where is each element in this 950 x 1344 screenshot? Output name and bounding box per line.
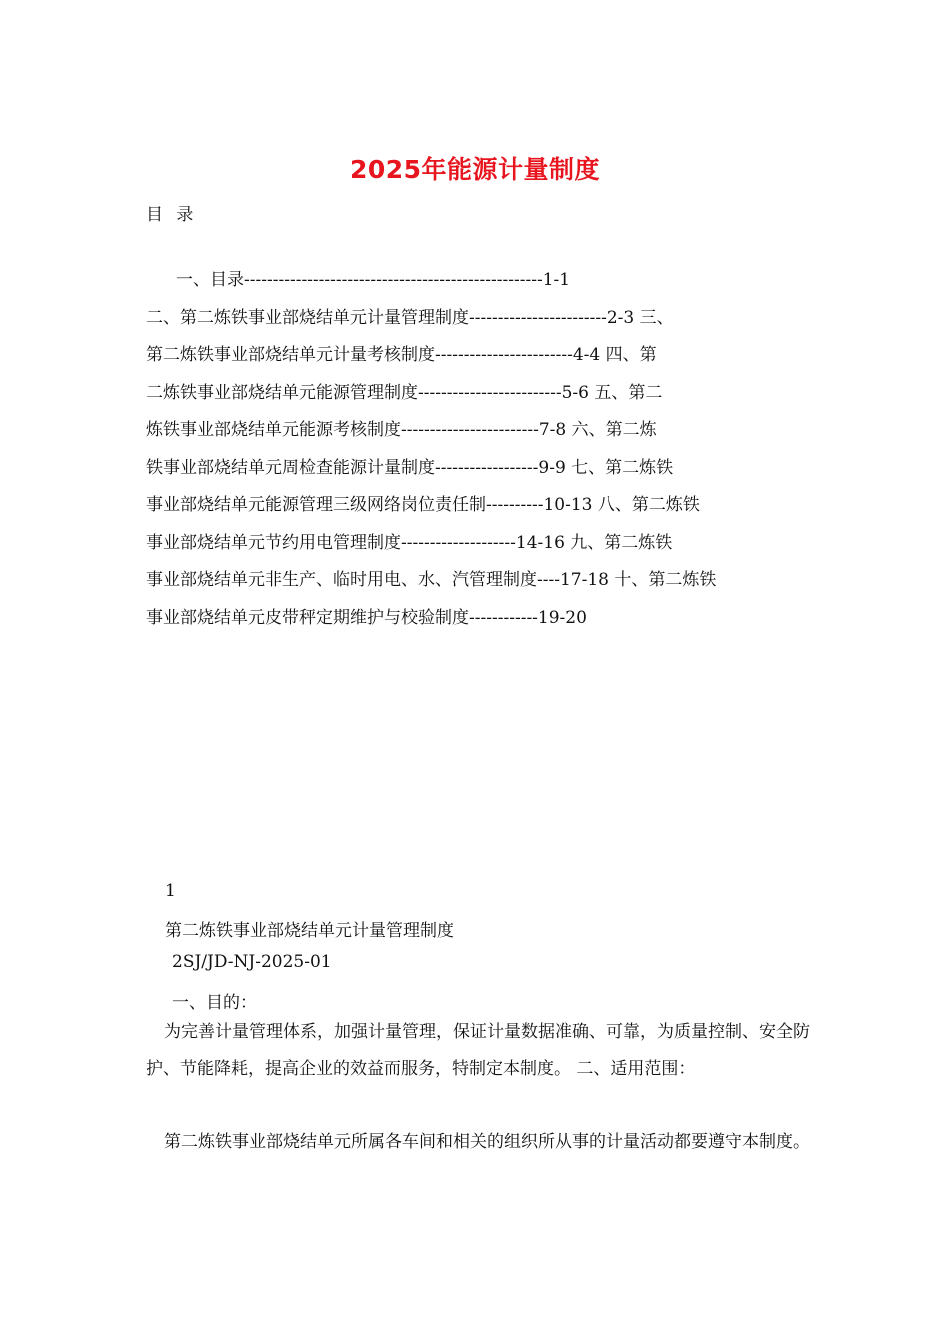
page-number: 1 [165, 881, 176, 901]
toc-heading: 目 录 [146, 205, 198, 225]
toc-line: 事业部烧结单元皮带秤定期维护与校验制度------------19-20 [146, 607, 587, 628]
table-of-contents [146, 262, 810, 637]
document-code: 2SJ/JD-NJ-2025-01 [172, 952, 332, 972]
toc-line: 炼铁事业部烧结单元能源考核制度------------------------7-8 六、第二炼 [146, 420, 657, 440]
purpose-paragraph: 为完善计量管理体系，加强计量管理，保证计量数据准确、可靠，为质量控制、安全防护、节能降耗，提高企业的效益而服务，特制定本制度。 二、适用范围： [146, 1022, 810, 1079]
scope-paragraph: 第二炼铁事业部烧结单元所属各车间和相关的组织所从事的计量活动都要遵守本制度。 [164, 1132, 810, 1152]
purpose-heading: 一、目的： [172, 993, 257, 1013]
toc-line: 事业部烧结单元能源管理三级网络岗位责任制----------10-13 八、第二炼铁 [146, 495, 700, 515]
toc-line: 二、第二炼铁事业部烧结单元计量管理制度------------------------2-3 三、 [146, 307, 674, 328]
toc-line: 铁事业部烧结单元周检查能源计量制度------------------9-9 七、第二炼铁 [146, 457, 674, 478]
toc-line: 事业部烧结单元节约用电管理制度--------------------14-16 九、第二炼铁 [146, 532, 673, 553]
toc-line: 二炼铁事业部烧结单元能源管理制度-------------------------5-6 五、第二 [146, 382, 663, 403]
toc-line: 一、目录----------------------------------------------------1-1 [176, 270, 571, 290]
section-title: 第二炼铁事业部烧结单元计量管理制度 [165, 921, 454, 941]
toc-line: 第二炼铁事业部烧结单元计量考核制度------------------------4-4 四、第 [146, 345, 657, 365]
toc-line: 事业部烧结单元非生产、临时用电、水、汽管理制度----17-18 十、第二炼铁 [146, 570, 717, 590]
document-title: 2025年能源计量制度 [349, 155, 601, 184]
